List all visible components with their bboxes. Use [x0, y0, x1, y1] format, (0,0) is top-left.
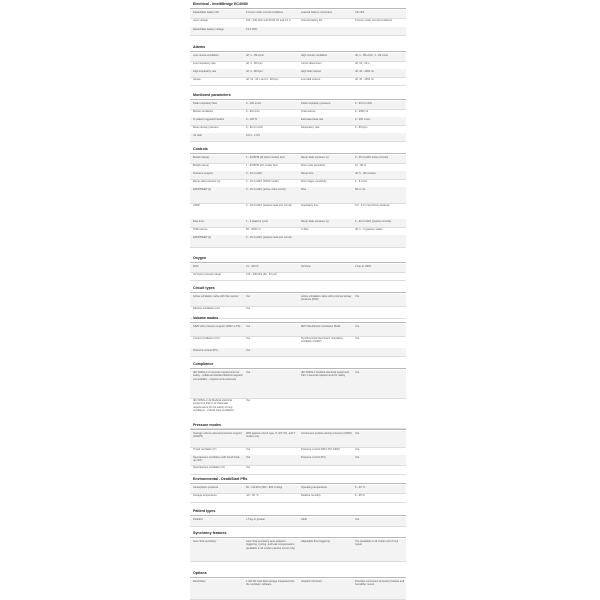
spec-row — [190, 61, 406, 69]
section-title: Monitored parameters — [193, 93, 231, 97]
spec-label: EPAP/PEEP (s) — [193, 236, 212, 239]
spec-value: ≥ 5 kg or greater — [246, 518, 266, 521]
section-divider — [190, 537, 406, 538]
spec-label: Average volume assured pressure support (AVAPS) — [193, 432, 242, 439]
section-title: Compliance — [193, 362, 214, 366]
row-divider — [190, 247, 406, 248]
spec-row — [190, 465, 406, 474]
spec-value: Yes — [246, 399, 251, 402]
row-divider — [190, 141, 406, 142]
spec-label: Pressure control SIMV (PC-SIMV) — [301, 448, 341, 451]
spec-value: 21 - 100 % — [246, 265, 259, 268]
spec-label: Pressure control (PC) — [193, 349, 218, 352]
spec-value: 0 - 80 bpm — [355, 126, 368, 129]
spec-value: 4 - 19 cmH2O (CPAP mode) — [246, 180, 279, 183]
spec-row — [190, 348, 406, 356]
section-title: Pressure modes — [193, 423, 221, 427]
spec-value: 10 - 90 % — [355, 164, 367, 167]
spec-value: off, 40 - 2000 ml — [355, 78, 374, 81]
spec-label: Rise time — [193, 220, 204, 223]
spec-row — [190, 398, 406, 428]
spec-label: Low inspiratory rate — [193, 62, 216, 65]
section-title: Patient types — [193, 509, 216, 513]
spec-value: 5 - 95 % — [355, 494, 365, 497]
section-divider — [190, 322, 406, 323]
spec-value: Yes — [246, 466, 251, 469]
spec-label: EPAP/PEEP (s) — [193, 188, 212, 191]
spec-label: O2 input pressure range — [193, 273, 221, 276]
row-divider — [190, 280, 406, 281]
spec-row — [190, 155, 406, 163]
spec-value: 50 - 2000 ml — [246, 228, 261, 231]
spec-label: Internal battery life — [301, 19, 323, 22]
spec-row — [190, 163, 406, 171]
spec-label: Storage temperature — [193, 494, 217, 497]
row-divider — [190, 526, 406, 527]
spec-label: Respiratory rate — [301, 126, 320, 129]
spec-label: High inspiratory rate — [193, 70, 217, 73]
spec-label: Input voltage — [193, 19, 208, 22]
spec-label: Spontaneous ventilation (S) — [193, 466, 225, 469]
spec-label: IEC 60601-1-2 General requirements for safety - collateral standard Electromagnetic compatibility - requirements and tests — [193, 371, 243, 381]
spec-row — [190, 539, 406, 561]
spec-label: Flow cycle sensitivity — [301, 164, 326, 167]
spec-value: CE OFF — [355, 11, 365, 14]
spec-value: 0 - 200 L/min — [246, 102, 262, 105]
row-divider — [190, 474, 406, 475]
section-title: Circuit types — [193, 286, 215, 290]
spec-row — [190, 306, 406, 318]
spec-row — [190, 27, 406, 35]
spec-label: Tidal volume — [193, 228, 208, 231]
section-divider — [190, 99, 406, 100]
spec-value: Yes — [246, 295, 251, 298]
spec-row — [190, 324, 406, 336]
spec-label: Auto-Trak sensitivity — [193, 540, 217, 543]
spec-value: Yes — [355, 371, 360, 374]
spec-row — [190, 579, 406, 599]
section-title: Controls — [193, 147, 208, 151]
spec-label: Timed ventilation (T) — [193, 448, 217, 451]
spec-value: 6 hours under normal conditions — [246, 11, 284, 14]
spec-row — [190, 294, 406, 306]
spec-label: CPAP — [193, 204, 200, 207]
section-divider — [190, 262, 406, 263]
spec-row — [190, 117, 406, 125]
spec-value: Yes — [246, 371, 251, 374]
spec-value: 0 - 90 cm H2O — [355, 102, 372, 105]
spec-label: Breath rate(s) — [193, 156, 209, 159]
spec-value: 0 - 25 cmH2O active circuits) — [355, 156, 389, 159]
spec-row — [190, 455, 406, 465]
spec-label: % patient triggered breaths — [193, 118, 225, 121]
spec-value: off, 40 - 2000 ml — [355, 70, 374, 73]
spec-value: 60 mi mL — [355, 188, 366, 191]
spec-row — [190, 109, 406, 117]
section-title: Synchrony features — [193, 531, 227, 535]
spec-value: Yes — [246, 337, 251, 340]
spec-value: Yes — [355, 432, 360, 435]
spec-label: I:E ratio — [193, 134, 202, 137]
spec-row — [190, 18, 406, 27]
section-title: Volume modes — [193, 316, 219, 320]
spec-row — [190, 125, 406, 133]
spec-label: FiO2 — [193, 265, 199, 268]
spec-value: 0 - 30 cmH2O — [246, 172, 263, 175]
spec-value: Yes — [355, 456, 360, 459]
spec-value: 0 - 99 L/min — [246, 110, 260, 113]
spec-value: 1 - 60 BPM (all other modes) bpm — [246, 156, 285, 159]
spec-value: 4 - 20 cmH2O (passive leak port circuit) — [246, 204, 292, 207]
row-divider — [190, 85, 406, 86]
spec-label: High minute ventilation — [301, 54, 328, 57]
spec-label: High tidal volume — [301, 70, 321, 73]
spec-label: Passive exhalation port — [193, 307, 220, 310]
spec-value: off, 10 - 60 s — [355, 62, 370, 65]
spec-label: Pressure support — [193, 172, 213, 175]
spec-value: 1 - 6 (leak/m) cycle — [246, 220, 268, 223]
spec-value: 0 - 100 % — [246, 118, 258, 121]
spec-row — [190, 179, 406, 187]
spec-value: 3 hours under normal conditions — [355, 19, 393, 22]
section-divider — [190, 51, 406, 52]
spec-value: 5 - 40 °C — [355, 486, 366, 489]
spec-row — [190, 227, 406, 235]
section-divider — [190, 515, 406, 516]
spec-value: 1 - 60 BPM (AC mode) bpm — [246, 164, 279, 167]
spec-label: Ramp Start pressure (s) — [301, 156, 329, 159]
spec-value: Yes — [355, 518, 360, 521]
spec-value: Yes — [355, 448, 360, 451]
spec-label: Relative humidity — [301, 494, 321, 497]
spec-label: MPV Mouthpiece ventilation Mode — [301, 325, 341, 328]
spec-value: Yes (available in all modes and circuit types) — [355, 540, 399, 547]
spec-value: 0 - 200 L/min — [355, 118, 371, 121]
spec-row — [190, 370, 406, 398]
spec-value: off, 4 - 80 bpm — [246, 62, 263, 65]
spec-value: 60 - 110 kPa (450 - 825 mmHg) — [246, 486, 283, 489]
spec-value: -20 - 60 °C — [246, 494, 259, 497]
spec-sheet — [190, 0, 408, 600]
spec-label: Low tidal volume — [301, 78, 321, 81]
spec-row — [190, 133, 406, 141]
section-title: Alarms — [193, 45, 206, 49]
spec-row — [190, 431, 406, 447]
spec-label: Adjustable flow triggering — [301, 540, 330, 543]
spec-label: Synchronized intermittent mandatory ventilation (SIMV) — [301, 337, 344, 344]
spec-row — [190, 171, 406, 179]
spec-value: Yes — [246, 448, 251, 451]
spec-row — [190, 336, 406, 348]
spec-label: Breath rate(s) — [193, 164, 209, 167]
row-divider — [190, 35, 406, 36]
spec-label: Active exhalation valve with flow sensor — [193, 295, 239, 298]
spec-label: Inspiratory time — [301, 204, 319, 207]
spec-value: 0.3 - 5.0 s Synchrony features — [355, 204, 390, 207]
spec-row — [190, 219, 406, 227]
section-title: Options — [193, 571, 207, 575]
spec-label: Operating temperature — [301, 486, 328, 489]
spec-label: external battery connection — [301, 11, 333, 14]
spec-value: 276 - 600 kPa (40 - 87 psi) — [246, 273, 277, 276]
row-divider — [190, 318, 406, 319]
spec-row — [190, 485, 406, 493]
spec-value: 0 - 2000 ml — [355, 110, 368, 113]
spec-row — [190, 264, 406, 272]
spec-row — [190, 101, 406, 109]
spec-label: Detachable battery voltage — [193, 28, 224, 31]
spec-label: IEC 60601-2-12 Medical electrical equipment Part 2-12 Particular requirements for the safety of lung ventilators - Critical Care ventilators — [193, 399, 234, 413]
spec-row — [190, 53, 406, 61]
spec-label: Peak inspiratory pressure — [301, 102, 331, 105]
spec-value: off, 4 - 80 bpm — [246, 70, 263, 73]
spec-label: O2 Flow — [301, 265, 311, 268]
spec-value: With passive circuit type, S, S/T, PC, and T modes only — [246, 432, 296, 439]
spec-value: 2 bar at 100% — [355, 265, 372, 268]
section-title: Electrical - IntelliBridge EC40/80 — [193, 2, 248, 6]
spec-value: 4 - 20 cmH2O (passive circuits) — [355, 220, 392, 223]
spec-label: Pressure control (PC) — [301, 456, 326, 459]
spec-label: Estimated leak rate — [301, 118, 324, 121]
spec-value: off, 1 - 99 L/min — [246, 54, 264, 57]
spec-value: 4 - 25 cmH2O (passive leak port circuit) — [246, 236, 292, 239]
spec-value: Yes — [355, 325, 360, 328]
spec-label: Pediatric — [193, 518, 204, 521]
spec-label: Spontaneous ventilation with timed back-up (S/T) — [193, 456, 241, 463]
spec-value: Yes — [355, 295, 360, 298]
section-divider — [190, 368, 406, 369]
spec-value: Yes — [246, 349, 251, 352]
spec-label: Apnea — [193, 78, 201, 81]
spec-value: 1 GB SD card data storage integrated into the ventilator software — [246, 580, 295, 587]
spec-label: Adult — [301, 518, 307, 521]
spec-value: Provides convenient accessory basket and humidifier mount — [355, 580, 405, 587]
spec-label: Detachable battery life — [193, 11, 219, 14]
section-title: Oxygen — [193, 256, 207, 260]
spec-value: 100 - 240 VAC and 50-60 Hz and 2.1 A — [246, 19, 291, 22]
section-divider — [190, 8, 406, 9]
spec-label: Ramp Start pressure (s) — [301, 220, 329, 223]
spec-value: off, 1 - 99 L/min, 1 - 99 L/min — [355, 54, 389, 57]
section-divider — [190, 153, 406, 154]
section-divider — [190, 483, 406, 484]
spec-value: 0 - 90 cm H2O — [246, 126, 263, 129]
spec-label: Circuit disconnect — [301, 62, 322, 65]
spec-value: Yes — [246, 456, 251, 459]
spec-label: Peak inspiratory flow — [193, 102, 217, 105]
spec-row — [190, 69, 406, 77]
spec-row — [190, 272, 406, 280]
spec-label: Hospital roll stand — [301, 580, 322, 583]
spec-label: Atmospheric pressure — [193, 486, 219, 489]
spec-label: SIMV with pressure support (SIMV w PS) — [193, 325, 241, 328]
section-divider — [190, 577, 406, 578]
spec-row — [190, 493, 406, 502]
spec-label: Mean airway pressure — [193, 126, 219, 129]
spec-value: off, 10 - 60 s and 4 - 60 bpm — [246, 78, 279, 81]
spec-row — [190, 203, 406, 219]
row-divider — [190, 561, 406, 562]
spec-label: Control ventilation (CV) — [193, 337, 220, 340]
spec-label: IEC 60601-1 Medical electrical equipment Part 1 General requirements for safety — [301, 371, 350, 378]
spec-value: off, 1 - 3 (passive scale) — [355, 228, 383, 231]
spec-label: Rise — [301, 188, 307, 191]
spec-label: Flow trigger sensitivity — [301, 180, 327, 183]
section-divider — [190, 429, 406, 430]
spec-row — [190, 517, 406, 526]
spec-row — [190, 77, 406, 85]
spec-row — [190, 235, 406, 247]
spec-label: Minute ventilation — [193, 110, 214, 113]
spec-value: 0 - 25 cmH2O (active valve circuit) — [246, 188, 286, 191]
spec-label: Ramp time — [301, 172, 314, 175]
row-divider — [190, 356, 406, 357]
spec-value: Yes — [246, 325, 251, 328]
spec-label: DirectView — [193, 580, 206, 583]
spec-value: 1 - 9 L/min — [355, 180, 368, 183]
spec-value: Auto-Trak sensitivity auto-adaptive triggering, cycling, and leak compensation (available in all modes passive circuit only) — [246, 540, 296, 550]
spec-value: Yes — [355, 337, 360, 340]
spec-value: 9.9:1 - 1:9.9 — [246, 134, 260, 137]
spec-label: Active exhalation valve with proximal airway pressure (PAP) — [301, 295, 352, 302]
spec-label: Continuous positive airway pressure (CPAP) — [301, 432, 352, 435]
spec-value: off, 5 - 45 minutes — [355, 172, 376, 175]
spec-label: C-Flex — [301, 228, 309, 231]
spec-label: Total volume — [301, 110, 316, 113]
spec-row — [190, 187, 406, 203]
section-title: Environmental - DeathStart PRs — [193, 477, 248, 481]
spec-label: Low minute ventilation — [193, 54, 219, 57]
spec-value: Yes — [246, 307, 251, 310]
row-divider — [190, 502, 406, 503]
spec-label: Ramp start pressure (s) — [193, 180, 221, 183]
spec-row — [190, 10, 406, 18]
spec-row — [190, 447, 406, 455]
section-divider — [190, 292, 406, 293]
spec-value: 14.4 VDC — [246, 28, 258, 31]
